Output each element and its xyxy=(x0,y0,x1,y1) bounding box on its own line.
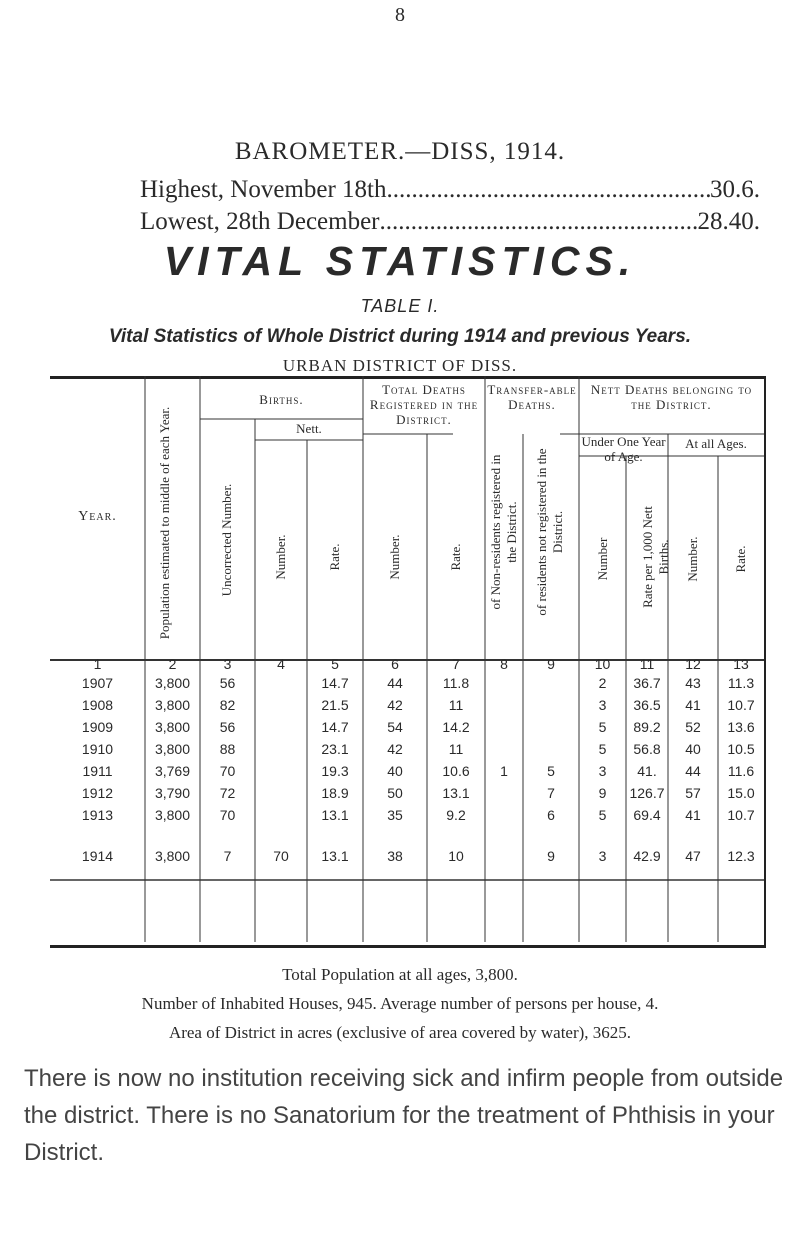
cell-td-rate: 11 xyxy=(448,741,464,757)
cell-nett-num: 70 xyxy=(273,848,289,864)
header-transferable: Transfer-able Deaths. xyxy=(487,382,577,412)
cell-pop: 3,800 xyxy=(154,848,191,864)
cell-aa-rate: 10.5 xyxy=(727,741,755,757)
barometer-title: BAROMETER.—DISS, 1914. xyxy=(234,138,566,165)
cell-pop: 3,800 xyxy=(154,741,191,757)
cell-year: 1914 xyxy=(81,848,114,864)
cell-pop: 3,800 xyxy=(154,697,191,713)
cell-aa-rate: 10.7 xyxy=(727,697,755,713)
leader-dots xyxy=(380,208,698,236)
cell-nett-rate: 21.5 xyxy=(321,697,349,713)
column-number: 3 xyxy=(223,656,232,672)
column-number: 5 xyxy=(331,656,339,672)
cell-aa-num: 47 xyxy=(685,848,701,864)
cell-u1-rate: 126.7 xyxy=(629,785,665,801)
header-under-one: Under One Year of Age. xyxy=(581,434,666,464)
cell-td-num: 42 xyxy=(387,697,403,713)
header-aa-rate: Rate. xyxy=(733,545,748,573)
cell-unc: 82 xyxy=(219,697,236,713)
cell-pop: 3,800 xyxy=(154,719,191,735)
cell-u1-num: 3 xyxy=(598,697,607,713)
column-number: 10 xyxy=(594,656,611,672)
cell-u1-num: 2 xyxy=(598,675,607,691)
cell-nett-rate: 23.1 xyxy=(321,741,349,757)
table-subtitle: Vital Statistics of Whole District during 1914 and previous Years. xyxy=(108,326,692,347)
cell-aa-rate: 12.3 xyxy=(727,848,755,864)
header-u1-number: Number xyxy=(595,537,610,581)
header-nett: Nett. xyxy=(296,421,322,436)
header-nett-number: Number. xyxy=(273,534,288,580)
total-population: Total Population at all ages, 3,800. xyxy=(282,965,518,984)
header-all-ages: At all Ages. xyxy=(685,436,747,451)
cell-td-rate: 11 xyxy=(448,697,464,713)
cell-u1-rate: 69.4 xyxy=(633,807,661,823)
cell-aa-rate: 10.7 xyxy=(727,807,755,823)
barometer-highest-label: Highest, November 18th xyxy=(140,176,387,203)
cell-aa-num: 57 xyxy=(685,785,701,801)
cell-td-num: 44 xyxy=(387,675,403,691)
cell-year: 1911 xyxy=(82,763,113,779)
header-year: Year. xyxy=(78,509,117,524)
column-number: 2 xyxy=(168,656,177,672)
column-number: 8 xyxy=(500,656,508,672)
cell-u1-rate: 36.5 xyxy=(633,697,661,713)
cell-td-num: 35 xyxy=(387,807,403,823)
cell-td-rate: 10 xyxy=(448,848,464,864)
cell-nett-rate: 14.7 xyxy=(321,719,349,735)
column-number: 13 xyxy=(733,656,749,672)
cell-year: 1910 xyxy=(81,741,114,757)
cell-res: 6 xyxy=(547,807,555,823)
barometer-lowest-label: Lowest, 28th December xyxy=(140,208,380,235)
cell-nonres: 1 xyxy=(500,763,508,779)
cell-year: 1913 xyxy=(81,807,114,823)
column-number: 6 xyxy=(391,656,399,672)
cell-aa-num: 41 xyxy=(685,807,701,823)
barometer-lowest-row xyxy=(140,208,760,236)
cell-res: 9 xyxy=(547,848,555,864)
table-label: TABLE I. xyxy=(360,296,440,316)
cell-td-num: 42 xyxy=(387,741,403,757)
cell-td-rate: 13.1 xyxy=(442,785,470,801)
cell-nett-rate: 19.3 xyxy=(321,763,349,779)
header-nett-deaths: Nett Deaths belonging to the District. xyxy=(590,382,753,412)
barometer-highest-value: 30.6. xyxy=(710,176,760,203)
cell-u1-num: 9 xyxy=(598,785,607,801)
header-td-rate: Rate. xyxy=(448,543,463,571)
barometer-highest-row xyxy=(140,176,760,204)
district-name: URBAN DISTRICT OF DISS. xyxy=(282,356,518,375)
header-aa-number: Number. xyxy=(685,536,700,582)
cell-u1-rate: 56.8 xyxy=(633,741,661,757)
inhabited-houses: Number of Inhabited Houses, 945. Average number of persons per house, 4. xyxy=(141,994,659,1013)
cell-year: 1912 xyxy=(81,785,114,801)
cell-unc: 70 xyxy=(219,807,236,823)
cell-td-rate: 9.2 xyxy=(446,807,466,823)
cell-u1-rate: 36.7 xyxy=(633,675,661,691)
cell-u1-rate: 41. xyxy=(637,763,657,779)
cell-pop: 3,769 xyxy=(154,763,191,779)
header-u1-rate: Rate per 1,000 Nett Births. xyxy=(640,506,671,608)
cell-unc: 88 xyxy=(219,741,236,757)
cell-unc: 70 xyxy=(219,763,236,779)
cell-aa-num: 43 xyxy=(685,675,701,691)
cell-year: 1908 xyxy=(81,697,114,713)
cell-nett-rate: 13.1 xyxy=(321,807,349,823)
cell-u1-rate: 42.9 xyxy=(633,848,661,864)
cell-td-num: 40 xyxy=(387,763,403,779)
district-area: Area of District in acres (exclusive of area covered by water), 3625. xyxy=(168,1023,632,1042)
cell-year: 1907 xyxy=(81,675,114,691)
header-nett-rate: Rate. xyxy=(327,543,342,571)
cell-aa-rate: 13.6 xyxy=(727,719,755,735)
cell-td-rate: 14.2 xyxy=(442,719,470,735)
page-number: 8 xyxy=(395,4,405,26)
header-population: Population estimated to middle of each Year. xyxy=(157,406,172,640)
header-non-residents: of Non-residents registered in the District. xyxy=(488,454,519,610)
cell-td-num: 54 xyxy=(387,719,403,735)
cell-unc: 72 xyxy=(219,785,236,801)
cell-res: 5 xyxy=(547,763,555,779)
cell-aa-rate: 11.3 xyxy=(727,675,755,691)
cell-u1-num: 3 xyxy=(598,848,607,864)
cell-aa-num: 41 xyxy=(685,697,701,713)
cell-pop: 3,790 xyxy=(154,785,191,801)
cell-res: 7 xyxy=(547,785,555,801)
column-number: 12 xyxy=(685,656,701,672)
cell-pop: 3,800 xyxy=(154,807,191,823)
cell-aa-rate: 11.6 xyxy=(727,763,755,779)
cell-u1-num: 5 xyxy=(598,719,607,735)
cell-nett-rate: 13.1 xyxy=(321,848,349,864)
cell-aa-num: 44 xyxy=(685,763,701,779)
cell-nett-rate: 18.9 xyxy=(321,785,349,801)
leader-dots xyxy=(386,176,710,204)
cell-td-rate: 10.6 xyxy=(442,763,470,779)
cell-unc: 56 xyxy=(219,675,236,691)
column-number: 9 xyxy=(547,656,555,672)
cell-td-num: 50 xyxy=(387,785,403,801)
cell-unc: 7 xyxy=(223,848,232,864)
cell-u1-rate: 89.2 xyxy=(633,719,661,735)
header-residents: of residents not registered in the District. xyxy=(534,448,565,616)
cell-nett-rate: 14.7 xyxy=(321,675,349,691)
cell-td-num: 38 xyxy=(387,848,403,864)
cell-pop: 3,800 xyxy=(154,675,191,691)
column-number: 11 xyxy=(639,656,655,672)
cell-u1-num: 5 xyxy=(598,741,607,757)
barometer-lowest-value: 28.40. xyxy=(697,208,760,235)
cell-u1-num: 5 xyxy=(598,807,607,823)
cell-u1-num: 3 xyxy=(598,763,607,779)
institution-paragraph: There is now no institution receiving sick and infirm people from outside the district. There is no Sanatorium for the treatment of Phthisis in your District. xyxy=(24,1065,784,1166)
vital-statistics-heading: VITAL STATISTICS. xyxy=(163,238,637,284)
cell-td-rate: 11.8 xyxy=(442,675,470,691)
cell-year: 1909 xyxy=(81,719,114,735)
header-uncorrected: Uncorrected Number. xyxy=(219,483,234,597)
column-number: 7 xyxy=(452,656,460,672)
header-td-number: Number. xyxy=(387,534,402,580)
header-total-deaths: Total Deaths Registered in the District. xyxy=(369,382,479,427)
column-number: 1 xyxy=(93,656,102,672)
column-number: 4 xyxy=(277,656,285,672)
header-births: Births. xyxy=(259,392,304,407)
cell-aa-rate: 15.0 xyxy=(727,785,755,801)
cell-aa-num: 40 xyxy=(685,741,701,757)
cell-aa-num: 52 xyxy=(685,719,701,735)
cell-unc: 56 xyxy=(219,719,236,735)
